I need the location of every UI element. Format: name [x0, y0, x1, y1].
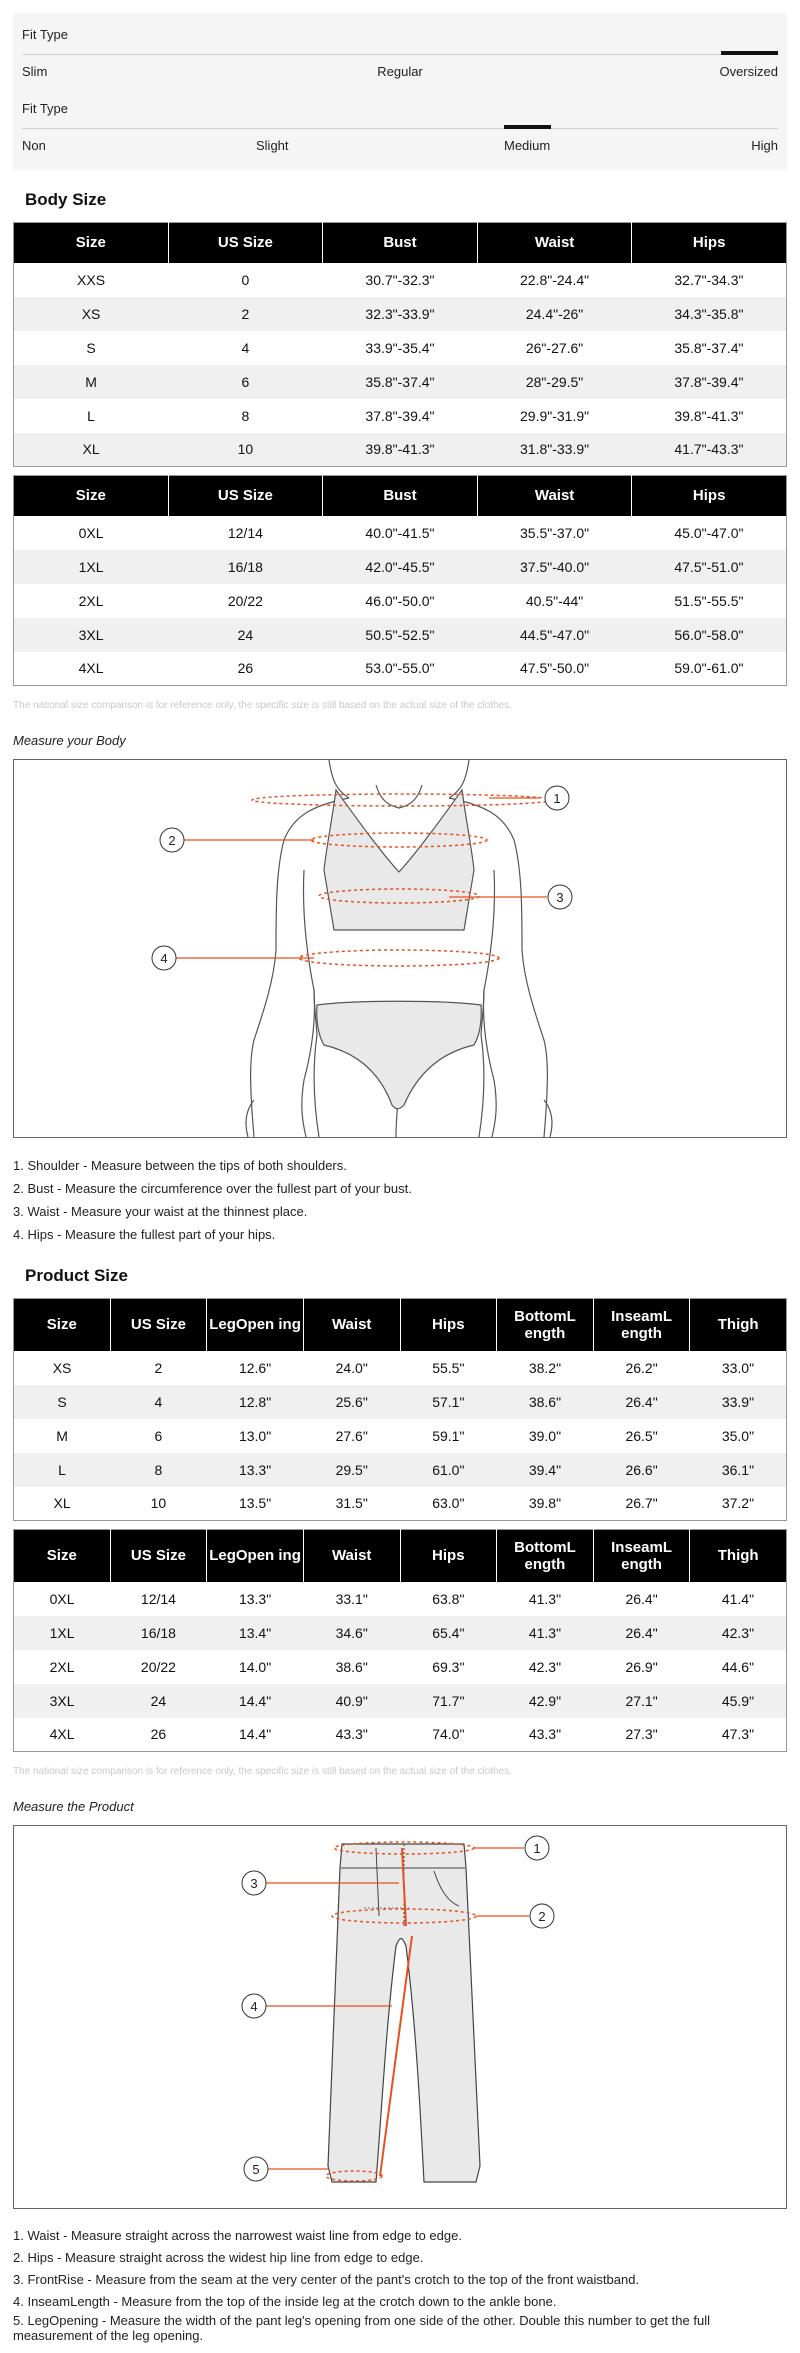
table-cell: 12.6" [238, 1359, 272, 1376]
table-cell: 40.5"-44" [525, 592, 584, 609]
table-cell: 16/18 [168, 550, 323, 584]
column-header: Waist [477, 476, 632, 516]
product-measure-instructions [13, 2225, 787, 2343]
table-cell: 1XL [14, 550, 169, 584]
column-header: US Size [110, 1530, 207, 1582]
table-cell: 6 [154, 1427, 163, 1444]
table-cell: M [14, 365, 169, 399]
table-cell: M [56, 1427, 68, 1444]
marker-label-5: 5 [252, 2162, 260, 2177]
table-cell: 32.7"-34.3" [674, 271, 744, 288]
table-cell: 43.3" [335, 1726, 368, 1743]
column-header: Waist [477, 223, 632, 263]
table-cell: 26.2" [625, 1359, 658, 1376]
table-row [14, 1582, 787, 1616]
table-row [14, 297, 787, 331]
fit-track [22, 54, 778, 55]
body-size-heading: Body Size [25, 190, 107, 209]
table-cell: 44.5"-47.0" [477, 618, 632, 652]
table-cell: 0XL [78, 524, 104, 541]
column-header: Size [14, 223, 169, 263]
body-size-table [13, 222, 787, 467]
table-cell: 33.9" [690, 1385, 787, 1419]
marker-label-2: 2 [168, 833, 176, 848]
column-header: Waist [303, 1530, 400, 1582]
instruction-item: 1. Waist - Measure straight across the narrowest waist line from edge to edge. [13, 2228, 462, 2243]
table-cell: 63.0" [432, 1495, 465, 1512]
table-row [14, 1487, 787, 1521]
column-header: US Size [168, 223, 323, 263]
table-cell: 39.0" [528, 1427, 562, 1444]
column-header: InseamL ength [593, 1530, 690, 1582]
fit-type-slider-1 [22, 19, 778, 93]
column-header: BottomL ength [497, 1530, 594, 1582]
measure-body-heading: Measure your Body [13, 733, 126, 748]
fit-type-title: Fit Type [22, 101, 69, 116]
fit-labels [22, 64, 778, 79]
table-cell: XXS [77, 271, 106, 288]
table-cell: 2 [168, 297, 323, 331]
table-cell: 34.3"-35.8" [632, 297, 787, 331]
table-cell: 26.4" [593, 1616, 690, 1650]
table-cell: 45.9" [690, 1684, 787, 1718]
table-cell: 12/14 [227, 524, 263, 541]
column-header: LegOpen ing [207, 1530, 304, 1582]
table-cell: 8 [241, 407, 250, 424]
column-header: Thigh [690, 1299, 787, 1351]
instruction-item: 2. Hips - Measure straight across the widest hip line from edge to edge. [13, 2250, 424, 2265]
table-cell: 4XL [49, 1726, 75, 1743]
size-note: The national size comparison is for reference only, the specific size is still based on the actual size of the clothes. [13, 1766, 512, 1777]
table-cell: 24.4"-26" [477, 297, 632, 331]
table-cell: 53.0"-55.0" [365, 660, 435, 677]
table-cell: 25.6" [303, 1385, 400, 1419]
instruction-item: 1. Shoulder - Measure between the tips of both shoulders. [13, 1158, 347, 1173]
column-header: Size [14, 1299, 111, 1351]
table-cell: 16/18 [110, 1616, 207, 1650]
table-cell: 56.0"-58.0" [632, 618, 787, 652]
table-cell: 47.3" [721, 1726, 755, 1743]
table-cell: 34.6" [303, 1616, 400, 1650]
table-cell: 33.1" [335, 1590, 368, 1607]
table-cell: 22.8"-24.4" [520, 271, 590, 288]
fit-track [22, 128, 778, 129]
fit-labels [22, 138, 778, 153]
measure-product-heading: Measure the Product [13, 1799, 134, 1814]
table-row [14, 433, 787, 467]
table-row [14, 652, 787, 686]
instruction-item: 4. Hips - Measure the fullest part of your hips. [13, 1227, 276, 1242]
table-cell: 44.6" [721, 1658, 755, 1675]
column-header: Bust [323, 476, 478, 516]
table-cell: 63.8" [432, 1590, 465, 1607]
table-cell: 27.1" [593, 1684, 690, 1718]
table-row [14, 1718, 787, 1752]
table-cell: 38.6" [497, 1385, 594, 1419]
table-cell: 0 [241, 271, 250, 288]
fit-type-slider-2 [22, 93, 778, 166]
fit-selected-mark [504, 125, 551, 129]
table-cell: 31.5" [335, 1495, 368, 1512]
body-size-table-plus [13, 475, 787, 686]
marker-label-4: 4 [160, 951, 168, 966]
fit-label-slight: Slight [256, 138, 289, 153]
table-cell: 26"-27.6" [525, 339, 584, 356]
table-cell: L [87, 407, 95, 424]
marker-label-3: 3 [556, 890, 564, 905]
table-cell: 59.1" [432, 1427, 465, 1444]
table-cell: 55.5" [432, 1359, 465, 1376]
table-row [14, 618, 787, 652]
table-cell: 38.6" [335, 1658, 368, 1675]
column-header: Hips [632, 476, 787, 516]
fit-type-panel [13, 13, 787, 170]
table-row [14, 263, 787, 297]
table-cell: 3XL [14, 1684, 111, 1718]
table-header-row [14, 223, 787, 263]
table-cell: 13.4" [207, 1616, 304, 1650]
table-cell: 10 [168, 433, 323, 467]
table-row [14, 331, 787, 365]
pants-illustration [14, 1826, 786, 2208]
table-cell: S [86, 339, 96, 356]
column-header: Size [14, 1530, 111, 1582]
fit-label-regular: Regular [377, 64, 423, 79]
table-cell: L [14, 1453, 111, 1487]
column-header: Waist [303, 1299, 400, 1351]
table-cell: 26.9" [625, 1658, 658, 1675]
table-cell: 51.5"-55.5" [674, 592, 744, 609]
table-row [14, 550, 787, 584]
table-row [14, 1684, 787, 1718]
column-header: LegOpen ing [207, 1299, 304, 1351]
column-header: US Size [110, 1299, 207, 1351]
fit-label-high: High [751, 138, 778, 153]
column-header: Bust [323, 223, 478, 263]
table-cell: 71.7" [400, 1684, 497, 1718]
table-cell: 37.5"-40.0" [477, 550, 632, 584]
table-cell: 36.1" [690, 1453, 787, 1487]
column-header: Size [14, 476, 169, 516]
table-cell: 39.8"-41.3" [323, 433, 478, 467]
table-cell: 8 [110, 1453, 207, 1487]
size-note: The national size comparison is for reference only, the specific size is still based on the actual size of the clothes. [13, 700, 512, 711]
table-cell: 65.4" [400, 1616, 497, 1650]
table-cell: XL [53, 1495, 71, 1512]
table-cell: XL [14, 433, 169, 467]
table-cell: 10 [150, 1495, 167, 1512]
table-cell: 37.8"-39.4" [632, 365, 787, 399]
table-cell: S [14, 1385, 111, 1419]
table-cell: 26.6" [593, 1453, 690, 1487]
table-cell: 4XL [78, 660, 104, 677]
product-size-heading: Product Size [25, 1266, 128, 1285]
table-cell: 14.4" [207, 1684, 304, 1718]
body-measure-instructions [13, 1154, 787, 1246]
table-cell: 41.3" [528, 1590, 562, 1607]
instruction-item: 5. LegOpening - Measure the width of the pant leg's opening from one side of the other. Double this number to get the full measurement of the leg opening. [13, 2313, 710, 2343]
column-header: US Size [168, 476, 323, 516]
product-size-table-plus [13, 1529, 787, 1752]
table-cell: 26 [237, 660, 254, 677]
table-cell: 13.3" [238, 1590, 272, 1607]
marker-label-2: 2 [538, 1909, 546, 1924]
table-cell: 43.3" [528, 1726, 562, 1743]
instruction-item: 3. Waist - Measure your waist at the thinnest place. [13, 1204, 308, 1219]
table-cell: 26.4" [593, 1385, 690, 1419]
table-cell: 29.9"-31.9" [520, 407, 590, 424]
table-cell: 2XL [49, 1658, 75, 1675]
table-cell: 47.5"-51.0" [632, 550, 787, 584]
table-cell: 24 [168, 618, 323, 652]
table-header-row [14, 1530, 787, 1582]
table-cell: 13.5" [238, 1495, 272, 1512]
table-header-row [14, 476, 787, 516]
instruction-item: 3. FrontRise - Measure from the seam at the very center of the pant's crotch to the top of the front waistband. [13, 2272, 640, 2287]
table-cell: 2XL [78, 592, 104, 609]
table-cell: 35.8"-37.4" [674, 339, 744, 356]
table-cell: 29.5" [303, 1453, 400, 1487]
body-measure-figure [13, 759, 787, 1138]
table-cell: 14.0" [238, 1658, 272, 1675]
table-cell: 42.3" [528, 1658, 562, 1675]
table-cell: 33.0" [721, 1359, 755, 1376]
instruction-item: 4. InseamLength - Measure from the top of the inside leg at the crotch down to the ankle bone. [13, 2294, 557, 2309]
table-cell: 42.9" [497, 1684, 594, 1718]
table-cell: 37.8"-39.4" [365, 407, 435, 424]
table-cell: 3XL [14, 618, 169, 652]
table-cell: 39.8"-41.3" [674, 407, 744, 424]
column-header: InseamL ength [593, 1299, 690, 1351]
table-cell: 35.8"-37.4" [323, 365, 478, 399]
table-cell: 32.3"-33.9" [323, 297, 478, 331]
table-cell: 35.0" [721, 1427, 755, 1444]
table-cell: 41.3" [497, 1616, 594, 1650]
table-cell: 12/14 [140, 1590, 176, 1607]
table-cell: 26.5" [625, 1427, 658, 1444]
table-cell: 38.2" [528, 1359, 562, 1376]
table-cell: 42.0"-45.5" [323, 550, 478, 584]
table-row [14, 1650, 787, 1684]
marker-label-1: 1 [533, 1841, 541, 1856]
table-cell: 37.2" [721, 1495, 755, 1512]
table-cell: XS [14, 297, 169, 331]
instruction-item: 2. Bust - Measure the circumference over the fullest part of your bust. [13, 1181, 412, 1196]
table-cell: 59.0"-61.0" [674, 660, 744, 677]
table-cell: 4 [241, 339, 250, 356]
column-header: Hips [632, 223, 787, 263]
table-cell: 46.0"-50.0" [365, 592, 435, 609]
table-row [14, 1351, 787, 1385]
table-row [14, 1419, 787, 1453]
fit-label-oversized: Oversized [719, 64, 778, 79]
table-cell: 45.0"-47.0" [674, 524, 744, 541]
fit-label-slim: Slim [22, 64, 48, 79]
fit-label-non: Non [22, 138, 46, 153]
table-cell: 14.4" [238, 1726, 272, 1743]
product-measure-figure [13, 1825, 787, 2209]
fit-label-medium: Medium [504, 138, 551, 153]
fit-selected-mark [721, 51, 778, 55]
table-cell: 6 [168, 365, 323, 399]
table-cell: 26.7" [625, 1495, 658, 1512]
table-row [14, 365, 787, 399]
table-cell: 47.5"-50.0" [520, 660, 590, 677]
table-cell: XS [52, 1359, 72, 1376]
table-cell: 41.4" [721, 1590, 755, 1607]
table-cell: 39.4" [497, 1453, 594, 1487]
table-cell: 33.9"-35.4" [365, 339, 435, 356]
body-illustration [14, 760, 786, 1137]
marker-label-1: 1 [553, 791, 561, 806]
column-header: Hips [400, 1299, 497, 1351]
column-header: BottomL ength [497, 1299, 594, 1351]
table-row [14, 1385, 787, 1419]
table-cell: 39.8" [528, 1495, 562, 1512]
table-cell: 57.1" [400, 1385, 497, 1419]
table-cell: 24.0" [335, 1359, 368, 1376]
table-cell: 28"-29.5" [477, 365, 632, 399]
table-cell: 61.0" [400, 1453, 497, 1487]
table-cell: 30.7"-32.3" [365, 271, 435, 288]
table-cell: 69.3" [432, 1658, 465, 1675]
table-cell: 40.9" [303, 1684, 400, 1718]
table-cell: 27.3" [625, 1726, 658, 1743]
table-cell: 0XL [49, 1590, 75, 1607]
table-cell: 74.0" [432, 1726, 465, 1743]
table-row [14, 1616, 787, 1650]
table-cell: 20/22 [227, 592, 263, 609]
table-row [14, 1453, 787, 1487]
fit-type-title: Fit Type [22, 27, 69, 42]
marker-label-4: 4 [250, 1999, 258, 2014]
table-cell: 2 [154, 1359, 163, 1376]
table-row [14, 584, 787, 618]
table-cell: 4 [110, 1385, 207, 1419]
column-header: Hips [400, 1530, 497, 1582]
table-cell: 20/22 [140, 1658, 176, 1675]
product-size-table [13, 1298, 787, 1521]
table-cell: 12.8" [207, 1385, 304, 1419]
table-cell: 50.5"-52.5" [323, 618, 478, 652]
table-cell: 13.0" [238, 1427, 272, 1444]
table-cell: 1XL [14, 1616, 111, 1650]
marker-label-3: 3 [250, 1876, 258, 1891]
column-header: Thigh [690, 1530, 787, 1582]
table-cell: 41.7"-43.3" [632, 433, 787, 467]
table-header-row [14, 1299, 787, 1351]
table-cell: 40.0"-41.5" [365, 524, 435, 541]
table-cell: 26.4" [625, 1590, 658, 1607]
table-row [14, 516, 787, 550]
size-guide [0, 13, 800, 2343]
table-cell: 13.3" [207, 1453, 304, 1487]
table-cell: 42.3" [690, 1616, 787, 1650]
table-cell: 27.6" [335, 1427, 368, 1444]
table-cell: 31.8"-33.9" [477, 433, 632, 467]
table-row [14, 399, 787, 433]
table-cell: 26 [150, 1726, 167, 1743]
table-cell: 35.5"-37.0" [520, 524, 590, 541]
table-cell: 24 [110, 1684, 207, 1718]
